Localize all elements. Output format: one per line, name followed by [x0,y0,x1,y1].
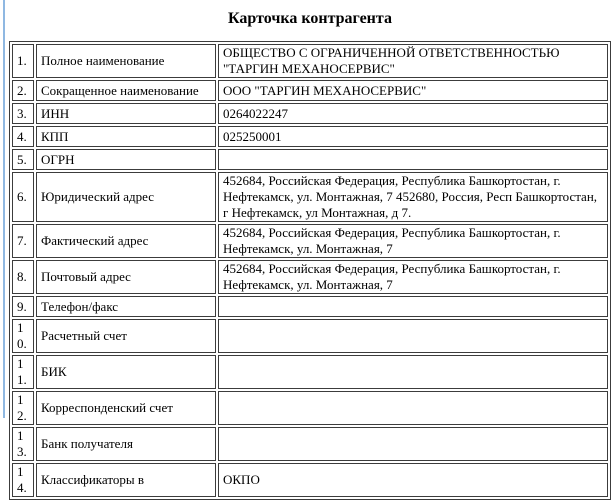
table-row [12,463,608,497]
table-row [12,103,608,124]
row-label-cell: Сокращенное наименование [36,80,216,101]
table-row [12,224,608,258]
row-label-cell: Расчетный счет [36,319,216,353]
row-number-cell: 8. [12,260,34,294]
contractor-card-table [9,41,611,500]
row-number-cell: 9. [12,296,34,317]
row-number-cell: 14. [12,463,34,497]
table-row [12,126,608,147]
row-number-cell: 12. [12,391,34,425]
table-row [12,80,608,101]
row-number-cell: 2. [12,80,34,101]
row-label-cell: Банк получателя [36,427,216,461]
table-body [12,44,608,497]
table-row [12,319,608,353]
row-label-cell: ОГРН [36,149,216,170]
row-label-cell: Классификаторы в [36,463,216,497]
table-row [12,172,608,222]
table-row [12,296,608,317]
row-label-cell: Фактический адрес [36,224,216,258]
row-value-cell [218,149,608,170]
page-title: Карточка контрагента [228,10,392,27]
row-number-cell: 5. [12,149,34,170]
row-value-cell: ОБЩЕСТВО С ОГРАНИЧЕННОЙ ОТВЕТСТВЕННОСТЬЮ "ТАРГИН МЕХАНОСЕРВИС" [218,44,608,78]
table-row [12,391,608,425]
row-value-cell [218,319,608,353]
table-row [12,149,608,170]
row-value-cell: 452684, Российская Федерация, Республика Башкортостан, г. Нефтекамск, ул. Монтажная, 7 [218,260,608,294]
row-value-cell [218,391,608,425]
row-value-cell: 025250001 [218,126,608,147]
row-number-cell: 10. [12,319,34,353]
row-number-cell: 3. [12,103,34,124]
row-value-cell [218,355,608,389]
row-label-cell: ИНН [36,103,216,124]
row-label-cell: КПП [36,126,216,147]
row-value-cell: ООО "ТАРГИН МЕХАНОСЕРВИС" [218,80,608,101]
row-number-cell: 11. [12,355,34,389]
row-number-cell: 6. [12,172,34,222]
row-number-cell: 13. [12,427,34,461]
table-row [12,44,608,78]
row-value-cell [218,296,608,317]
row-label-cell: Телефон/факс [36,296,216,317]
row-label-cell: Почтовый адрес [36,260,216,294]
row-value-cell [218,427,608,461]
row-number-cell: 4. [12,126,34,147]
row-value-cell: 452684, Российская Федерация, Республика Башкортостан, г. Нефтекамск, ул. Монтажная, 7 452680, Россия, Респ Башкортостан, г Нефтекамск, ул Монтажная, д 7. [218,172,608,222]
row-number-cell: 7. [12,224,34,258]
row-label-cell: Полное наименование [36,44,216,78]
row-value-cell: 0264022247 [218,103,608,124]
row-value-cell: 452684, Российская Федерация, Республика Башкортостан, г. Нефтекамск, ул. Монтажная, 7 [218,224,608,258]
row-label-cell: БИК [36,355,216,389]
table-row [12,427,608,461]
row-value-cell: ОКПО [218,463,608,497]
row-label-cell: Юридический адрес [36,172,216,222]
window-left-border [3,0,5,418]
table-row [12,260,608,294]
row-label-cell: Корреспонденский счет [36,391,216,425]
table-row [12,355,608,389]
row-number-cell: 1. [12,44,34,78]
